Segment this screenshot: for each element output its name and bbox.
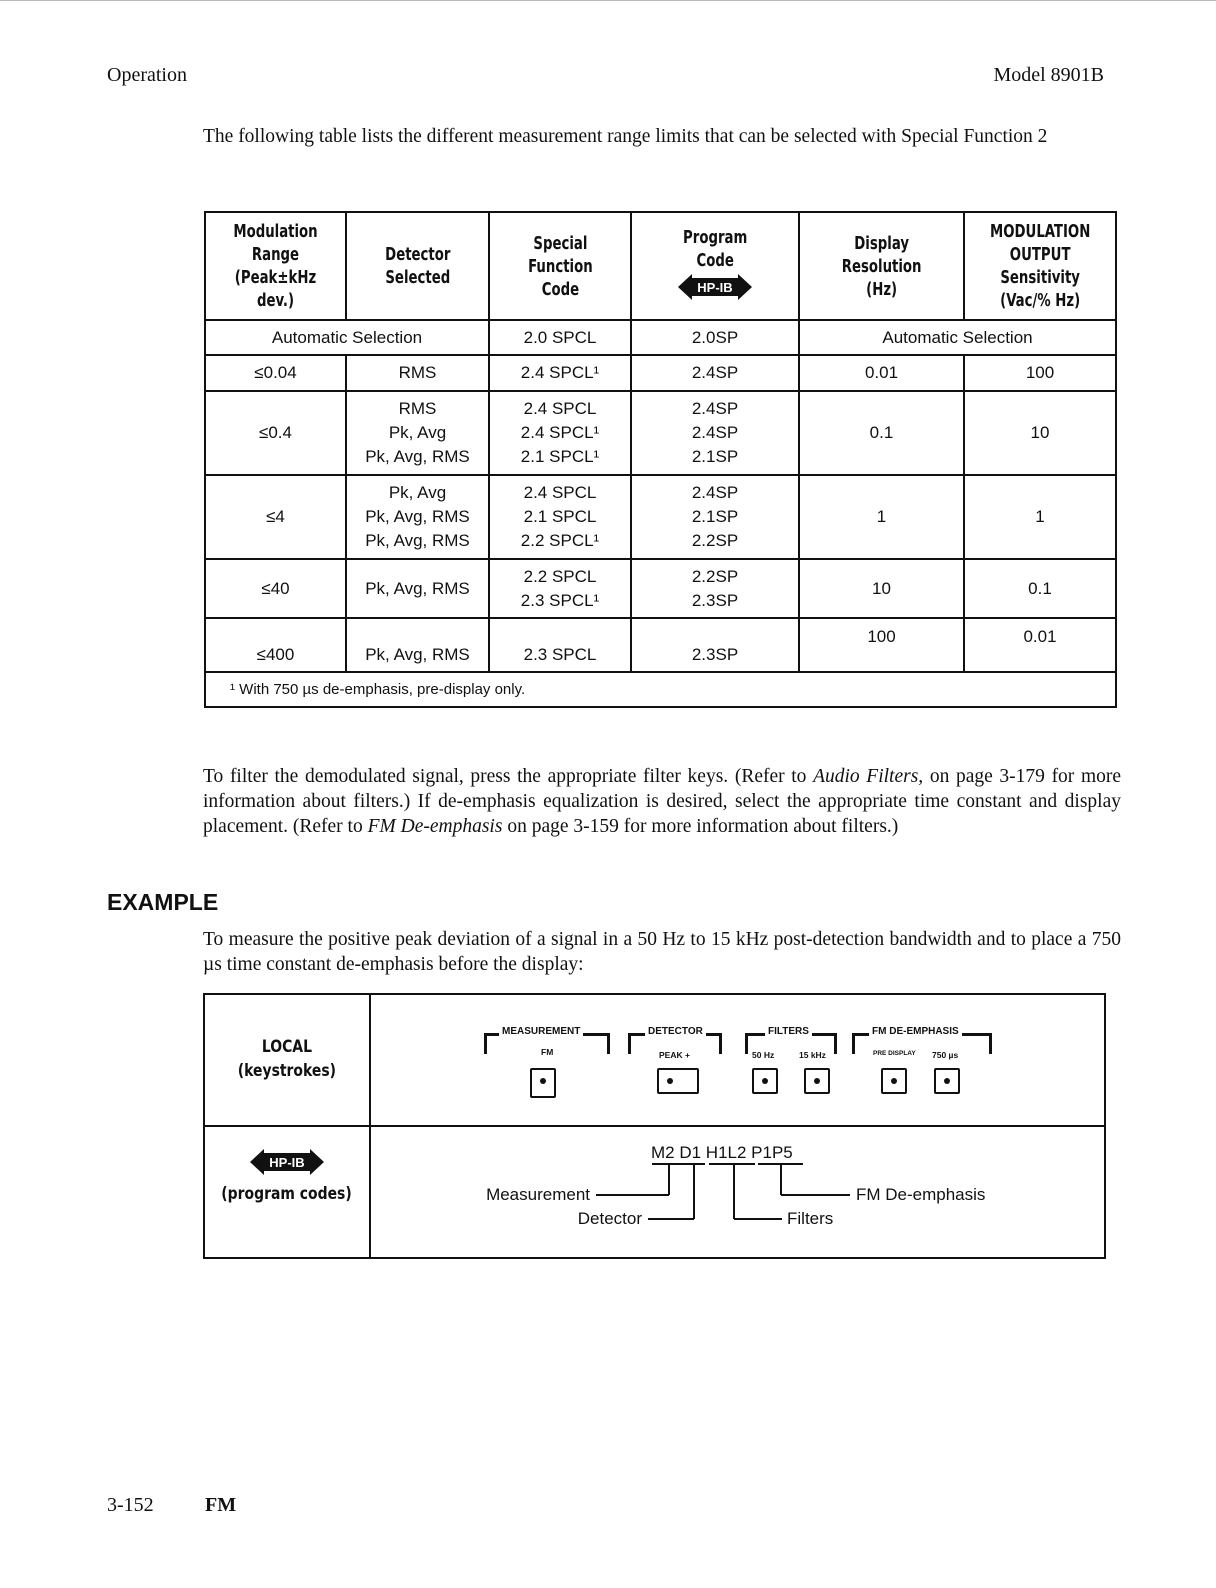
hpib-text: HP-IB [269, 1155, 305, 1170]
header-model: Model 8901B [993, 64, 1104, 86]
measurement-group-title: MEASUREMENT [499, 1026, 583, 1037]
hpib-badge [678, 274, 752, 300]
filter-paragraph: To filter the demodulated signal, press the appropriate filter keys. (Refer to Audio Filters, on page 3-179 for more information about filters.) If de-emphasis equalization is desired, select the appropriate time constant and display placement. (Refer to FM De-emphasis on page 3-159 for more information about filters.) [203, 766, 1122, 837]
table-row-auto: Automatic Selection 2.0 SPCL 2.0SP Automatic Selection [205, 320, 1116, 355]
section-title-example: EXAMPLE [107, 889, 219, 915]
range-table [204, 211, 1117, 708]
deemphasis-group-title: FM DE-EMPHASIS [869, 1026, 962, 1037]
filters-group-title: FILTERS [765, 1026, 812, 1037]
header-section: Operation [107, 64, 187, 86]
15khz-key[interactable] [804, 1068, 830, 1094]
program-codes-diagram [205, 1127, 1104, 1255]
table-row: ≤400 Pk, Avg, RMS 2.3 SPCL 2.3SP 100 0.01 [205, 618, 1116, 672]
svg-text:Detector: Detector [577, 1209, 642, 1228]
footer-section: FM [205, 1494, 237, 1516]
header-display-resolution: Display Resolution (Hz) [799, 212, 964, 320]
keystroke-panel: MEASUREMENT FM DETECTOR PEAK + FILTERS 50 Hz 15 kHz FM DE-EMPHASIS PRE DISPLAY 750 µs [205, 995, 1104, 1125]
table-row: ≤0.4 RMS Pk, Avg Pk, Avg, RMS 2.4 SPCL 2.4 SPCL¹ 2.1 SPCL¹ 2.4SP 2.4SP 2.1SP 0.1 10 [205, 391, 1116, 475]
peak-plus-key[interactable] [657, 1068, 699, 1094]
page-number: 3-152 [107, 1494, 154, 1516]
header-modulation-range: Modulation Range (Peak±kHz dev.) [205, 212, 346, 320]
table-footnote: ¹ With 750 µs de-emphasis, pre-display only. [205, 672, 1116, 707]
svg-text:Measurement: Measurement [486, 1185, 590, 1204]
detector-group-title: DETECTOR [645, 1026, 706, 1037]
local-label: LOCAL (keystrokes) [237, 1037, 337, 1081]
table-footnote-row [205, 672, 1116, 707]
header-sensitivity: MODULATION OUTPUT Sensitivity (Vac/% Hz) [964, 212, 1116, 320]
program-code-string: M2 D1 H1L2 P1P5 [651, 1143, 793, 1162]
header-special-function: Special Function Code [489, 212, 631, 320]
table-row: ≤4 Pk, Avg Pk, Avg, RMS Pk, Avg, RMS 2.4 SPCL 2.1 SPCL 2.2 SPCL¹ 2.4SP 2.1SP 2.2SP 1 1 [205, 475, 1116, 559]
hpib-text: HP-IB [697, 280, 733, 295]
50hz-key[interactable] [752, 1068, 778, 1094]
example-table [203, 993, 1106, 1259]
table-row: ≤0.04 RMS 2.4 SPCL¹ 2.4SP 0.01 100 [205, 355, 1116, 391]
fm-deemphasis-ref: FM De-emphasis [367, 816, 503, 837]
table-header-row [205, 212, 1116, 320]
750us-key[interactable] [934, 1068, 960, 1094]
table-row: ≤40 Pk, Avg, RMS 2.2 SPCL 2.3 SPCL¹ 2.2SP 2.3SP 10 0.1 [205, 559, 1116, 618]
example-paragraph: To measure the positive peak deviation of a signal in a 50 Hz to 15 kHz post-detection bandwidth and to place a 750 µs time constant de-emphasis before the display: [203, 929, 1121, 975]
svg-text:Filters: Filters [787, 1209, 834, 1228]
audio-filters-ref: Audio Filters, [813, 766, 924, 787]
program-codes-label: HP-IB (program codes) [205, 1147, 369, 1206]
pre-display-key[interactable] [881, 1068, 907, 1094]
header-detector: Detector Selected [346, 212, 489, 320]
intro-paragraph: The following table lists the different measurement range limits that can be selected with Special Function 2 [203, 126, 1048, 147]
header-program-code: Program Code HP-IB [631, 212, 799, 320]
svg-text:FM De-emphasis: FM De-emphasis [856, 1185, 986, 1204]
fm-key[interactable] [530, 1068, 556, 1098]
top-rule [0, 0, 1216, 1]
